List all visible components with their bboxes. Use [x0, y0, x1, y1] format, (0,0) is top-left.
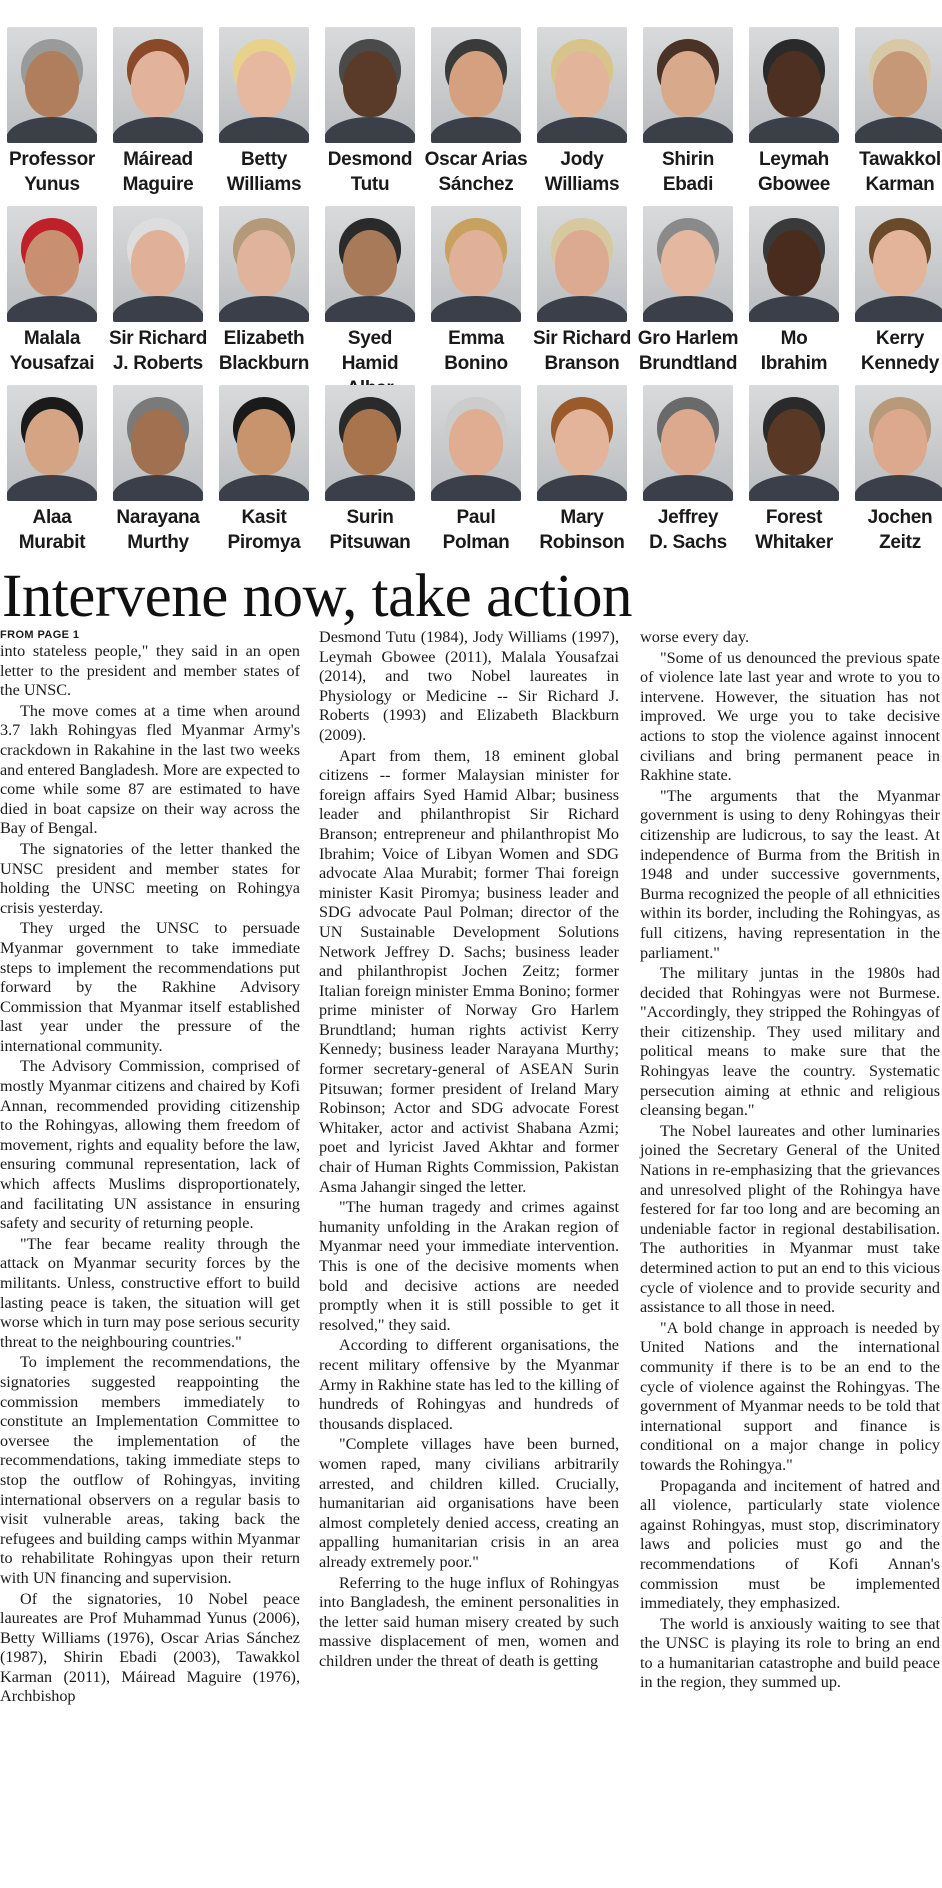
- paragraph: worse every day.: [640, 628, 750, 646]
- portrait-card: [0, 206, 104, 376]
- paragraph: The Nobel laureates and other luminaries joined the Secretary General of the United Nations in re-emphasizing that the grievances and unresolved plight of the Rohingya have festered for far too long and are becoming an undeniable factor in regional destabilisation. The authorities in Myanmar must take determined action to put an end to this vicious cycle of violence and to provide security and assistance to all those in need.: [640, 1121, 940, 1317]
- portrait-face: [873, 409, 927, 475]
- paragraph: Of the signatories, 10 Nobel peace laureates are Prof Muhammad Yunus (2006), Betty Williams (1976), Oscar Arias Sánchez (1987), Shirin Ebadi (2003), Tawakkol Karman (2011), Máiread Maguire (1976), Archbishop: [0, 1589, 300, 1706]
- portrait-name-line: Sánchez: [438, 174, 514, 195]
- portrait-face: [343, 230, 397, 296]
- portrait-card: [424, 206, 528, 376]
- portrait-name-line: Oscar Arias: [424, 149, 528, 170]
- portrait-photo: [537, 27, 627, 143]
- portrait-shoulders: [113, 475, 203, 501]
- portrait-name-line: J. Roberts: [113, 353, 203, 374]
- article-column-2: [319, 628, 619, 1671]
- paragraph: "The human tragedy and crimes against humanity unfolding in the Arakan region of Myanmar need your immediate intervention. This is one of the decisive moments when bold and decisive actions are needed promptly when it is still possible to get it resolved," they said.: [319, 1198, 619, 1334]
- paragraph: The world is anxiously waiting to see that the UNSC is playing its role to bring an end to a humanitarian catastrophe and build peace in the region, they summed up.: [640, 1614, 940, 1692]
- paragraph: "A bold change in approach is needed by United Nations and the international community if there is to be an end to the cycle of violence against the Rohingyas. The government of Myanmar needs to be told that international support and finance is conditional on a major change in policy towards the Rohingya.": [640, 1318, 940, 1474]
- portrait-name: [0, 326, 104, 376]
- portrait-name-line: Murthy: [127, 532, 189, 553]
- portrait-face: [449, 409, 503, 475]
- portrait-name: [424, 147, 528, 197]
- portrait-shoulders: [7, 117, 97, 143]
- portrait-photo: [749, 206, 839, 322]
- paragraph: "Some of us denounced the previous spate of violence late last year and wrote to you to intervene. However, the situation has not improved. We urge you to take decisive actions to stop the violence against innocent civilians and bring permanent peace in Rakhine state.: [640, 648, 940, 785]
- portrait-shoulders: [537, 117, 627, 143]
- portrait-shoulders: [643, 296, 733, 322]
- portrait-card: [742, 27, 846, 197]
- portrait-name-line: Polman: [442, 532, 510, 553]
- portrait-name: [0, 147, 104, 197]
- portrait-face: [767, 51, 821, 117]
- portrait-name: [742, 505, 846, 555]
- portrait-name-line: Piromya: [227, 532, 301, 553]
- portrait-card: [0, 385, 104, 555]
- portrait-name: [848, 147, 942, 197]
- portrait-name-line: Williams: [226, 174, 302, 195]
- paragraph: Desmond Tutu (1984), Jody Williams (1997), Leymah Gbowee (2011), Malala Yousafzai (2014), and two Nobel laureates in Physiology or Medicine -- Sir Richard J. Roberts (1993) and Elizabeth Blackburn (2009).: [319, 628, 619, 744]
- portrait-name-line: Máiread: [123, 149, 193, 170]
- portrait-face: [237, 409, 291, 475]
- portrait-name-line: Gbowee: [757, 174, 831, 195]
- portrait-name: [318, 147, 422, 197]
- portrait-face: [25, 230, 79, 296]
- portrait-shoulders: [431, 117, 521, 143]
- portrait-name: [636, 505, 740, 555]
- portrait-name-line: Kasit: [241, 507, 287, 528]
- portrait-name-line: Alaa: [32, 507, 72, 528]
- portrait-card: [318, 385, 422, 555]
- portrait-name-line: Yousafzai: [9, 353, 95, 374]
- portrait-card: [848, 27, 942, 197]
- portrait-shoulders: [325, 296, 415, 322]
- portrait-photo: [325, 385, 415, 501]
- paragraph: The signatories of the letter thanked the UNSC president and member states for holding the UNSC meeting on Rohingya crisis yesterday.: [0, 839, 300, 917]
- portrait-photo: [325, 206, 415, 322]
- portrait-face: [25, 409, 79, 475]
- portrait-face: [555, 409, 609, 475]
- portrait-photo: [855, 206, 942, 322]
- portrait-name-line: Jochen: [867, 507, 933, 528]
- portrait-card: [636, 206, 740, 376]
- portrait-photo: [431, 385, 521, 501]
- portrait-name: [742, 326, 846, 376]
- portrait-photo: [749, 27, 839, 143]
- portrait-name-line: Desmond: [327, 149, 413, 170]
- from-page-label: FROM PAGE 1: [0, 629, 80, 641]
- portrait-name: [212, 326, 316, 376]
- portrait-photo: [219, 385, 309, 501]
- portrait-face: [873, 230, 927, 296]
- portrait-name: [424, 326, 528, 376]
- portrait-name-line: Mo: [780, 328, 808, 349]
- portrait-shoulders: [431, 475, 521, 501]
- portrait-name: [318, 505, 422, 555]
- paragraph: Propaganda and incitement of hatred and all violence, particularly state violence against Rohingyas, must stop, discriminatory laws and policies must go and the recommendations of Kofi Annan's commission must be implemented immediately, they emphasized.: [640, 1476, 940, 1613]
- portrait-photo: [113, 206, 203, 322]
- portrait-face: [661, 230, 715, 296]
- portrait-face: [873, 51, 927, 117]
- portrait-shoulders: [643, 117, 733, 143]
- portrait-name-line: Leymah: [758, 149, 829, 170]
- portrait-name-line: Ibrahim: [760, 353, 828, 374]
- portrait-face: [237, 51, 291, 117]
- portrait-card: [212, 27, 316, 197]
- portrait-face: [661, 409, 715, 475]
- portrait-shoulders: [855, 296, 942, 322]
- portrait-shoulders: [113, 117, 203, 143]
- portrait-shoulders: [431, 296, 521, 322]
- portrait-card: [530, 206, 634, 376]
- portrait-name-line: Kerry: [875, 328, 925, 349]
- portrait-name-line: Murabit: [18, 532, 86, 553]
- portrait-name-line: Blackburn: [218, 353, 310, 374]
- portrait-face: [661, 51, 715, 117]
- portrait-photo: [325, 27, 415, 143]
- portrait-face: [449, 230, 503, 296]
- portrait-shoulders: [113, 296, 203, 322]
- portrait-shoulders: [7, 475, 97, 501]
- paragraph: into stateless people," they said in an open letter to the president and member states of the UNSC.: [0, 642, 300, 700]
- portrait-face: [131, 409, 185, 475]
- portrait-photo: [749, 385, 839, 501]
- portrait-name-line: Sir Richard: [108, 328, 208, 349]
- portrait-card: [212, 206, 316, 376]
- portrait-name-line: Betty: [240, 149, 287, 170]
- portrait-card: [318, 206, 422, 401]
- portrait-card: [424, 385, 528, 555]
- portrait-name-line: Maguire: [122, 174, 194, 195]
- portrait-name: [636, 326, 740, 376]
- portrait-card: [848, 385, 942, 555]
- portrait-card: [106, 385, 210, 555]
- portrait-name: [212, 147, 316, 197]
- portrait-name: [106, 147, 210, 197]
- portrait-name-line: Professor: [8, 149, 95, 170]
- portrait-name-line: Kennedy: [860, 353, 940, 374]
- paragraph: Apart from them, 18 eminent global citizens -- former Malaysian minister for foreign affairs Syed Hamid Albar; business leader and philanthropist Sir Richard Branson; entrepreneur and philanthropist Mo Ibrahim; Voice of Libyan Women and SDG advocate Alaa Murabit; former Thai foreign minister Kasit Piromya; business leader and SDG advocate Paul Polman; director of the UN Sustainable Development Solutions Network Jeffrey D. Sachs; business leader and philanthropist Jochen Zeitz; former Italian foreign minister Emma Bonino; former prime minister of Norway Gro Harlem Brundtland; human rights activist Kerry Kennedy; business leader Narayana Murthy; former secretary-general of ASEAN Surin Pitsuwan; former president of Ireland Mary Robinson; Actor and SDG advocate Forest Whitaker, actor and activist Shabana Azmi; poet and lyricist Javed Akhtar and former chair of Human Rights Commission, Pakistan Asma Jahangir singed the letter.: [319, 746, 619, 1196]
- portrait-photo: [7, 206, 97, 322]
- portrait-photo: [113, 385, 203, 501]
- portrait-name-line: Sir Richard: [532, 328, 632, 349]
- portrait-card: [424, 27, 528, 197]
- portrait-photo: [643, 385, 733, 501]
- portrait-name-line: Tutu: [350, 174, 390, 195]
- portrait-name: [848, 326, 942, 376]
- portrait-name: [0, 505, 104, 555]
- portrait-name: [530, 147, 634, 197]
- portrait-name-line: Williams: [544, 174, 620, 195]
- article-column-3: [640, 628, 940, 1693]
- portrait-grid: [0, 0, 942, 565]
- portrait-shoulders: [325, 117, 415, 143]
- portrait-face: [449, 51, 503, 117]
- portrait-name-line: Paul: [456, 507, 496, 528]
- paragraph: The move comes at a time when around 3.7 lakh Rohingyas fled Myanmar Army's crackdown in Rakahine in the last two weeks and entered Bangladesh. More are expected to come while some 87 are estimated to have died in boat capsize on their way across the Bay of Bengal.: [0, 701, 300, 838]
- portrait-card: [636, 27, 740, 197]
- portrait-name: [106, 505, 210, 555]
- portrait-face: [767, 230, 821, 296]
- portrait-shoulders: [643, 475, 733, 501]
- portrait-card: [742, 385, 846, 555]
- portrait-name-line: Bonino: [444, 353, 508, 374]
- portrait-face: [237, 230, 291, 296]
- portrait-face: [343, 409, 397, 475]
- portrait-name: [742, 147, 846, 197]
- portrait-name: [530, 505, 634, 555]
- portrait-face: [343, 51, 397, 117]
- portrait-photo: [643, 206, 733, 322]
- portrait-name-line: Syed Hamid: [341, 328, 399, 374]
- portrait-name-line: Zeitz: [879, 532, 921, 553]
- portrait-name-line: Pitsuwan: [329, 532, 411, 553]
- portrait-photo: [113, 27, 203, 143]
- portrait-photo: [431, 27, 521, 143]
- portrait-card: [636, 385, 740, 555]
- paragraph: According to different organisations, the recent military offensive by the Myanmar Army in Rakhine state has led to the killing of hundreds of Rohingyas and hundreds of thousands displaced.: [319, 1336, 619, 1433]
- portrait-face: [555, 230, 609, 296]
- portrait-card: [530, 385, 634, 555]
- portrait-shoulders: [855, 475, 942, 501]
- paragraph: "Complete villages have been burned, women raped, many civilians arbitrarily arrested, and children killed. Crucially, humanitarian aid organisations have been almost completely denied access, creating an appalling humanitarian crisis in an area already extremely poor.": [319, 1435, 619, 1571]
- portrait-name-line: Narayana: [116, 507, 200, 528]
- portrait-shoulders: [855, 117, 942, 143]
- portrait-photo: [537, 206, 627, 322]
- portrait-name-line: Brundtland: [638, 353, 738, 374]
- portrait-name-line: Tawakkol: [859, 149, 941, 170]
- portrait-photo: [7, 385, 97, 501]
- portrait-name: [106, 326, 210, 376]
- portrait-photo: [219, 206, 309, 322]
- paragraph: To implement the recommendations, the signatories suggested reappointing the commission members immediately to constitute an Implementation Committee to oversee the implementation of the recommendations, taking immediate steps to stop the outflow of Rohingyas, inviting international observers on a regular basis to visit vulnerable areas, taking back the refugees and building camps within Myanmar to rehabilitate Rohingyas upon their return with UN financing and supervision.: [0, 1353, 300, 1587]
- portrait-name-line: Karman: [865, 174, 935, 195]
- portrait-card: [106, 206, 210, 376]
- portrait-name-line: Jody: [560, 149, 604, 170]
- portrait-card: [0, 27, 104, 197]
- portrait-shoulders: [537, 296, 627, 322]
- paragraph: Referring to the huge influx of Rohingyas into Bangladesh, the eminent personalities in the letter said human misery created by such massive displacement of men, women and children under the threat of death is getting: [319, 1573, 619, 1670]
- portrait-face: [131, 51, 185, 117]
- portrait-photo: [855, 385, 942, 501]
- portrait-name-line: Elizabeth: [223, 328, 305, 349]
- portrait-photo: [855, 27, 942, 143]
- portrait-shoulders: [7, 296, 97, 322]
- portrait-card: [530, 27, 634, 197]
- portrait-shoulders: [749, 475, 839, 501]
- portrait-name-line: Surin: [346, 507, 394, 528]
- portrait-shoulders: [219, 296, 309, 322]
- portrait-name-line: Robinson: [539, 532, 625, 553]
- portrait-name: [848, 505, 942, 555]
- portrait-name-line: Whitaker: [755, 532, 833, 553]
- portrait-card: [848, 206, 942, 376]
- portrait-photo: [537, 385, 627, 501]
- portrait-shoulders: [749, 296, 839, 322]
- portrait-face: [131, 230, 185, 296]
- paragraph: The Advisory Commission, comprised of mostly Myanmar citizens and chaired by Kofi Annan, recommended providing citizenship to the Rohingyas, allowing them freedom of movement, rights and equality before the law, ensuring communal representation, lack of which affects Muslims disproportionately, and facilitating UN assistance in ensuring safety and security of returning people.: [0, 1057, 300, 1233]
- portrait-photo: [7, 27, 97, 143]
- portrait-face: [767, 409, 821, 475]
- portrait-card: [742, 206, 846, 376]
- paragraph: "The fear became reality through the attack on Myanmar security forces by the militants. Unless, constructive effort to build lasting peace is taken, the situation will get worse which in turn may pose serious security threat to the neighbouring countries.": [0, 1234, 300, 1351]
- portrait-name-line: Jeffrey: [657, 507, 719, 528]
- article-column-1: [0, 628, 300, 1707]
- portrait-name-line: Gro Harlem: [637, 328, 739, 349]
- portrait-shoulders: [537, 475, 627, 501]
- portrait-name-line: Branson: [544, 353, 620, 374]
- portrait-name-line: Ebadi: [662, 174, 714, 195]
- portrait-name-line: Shirin: [661, 149, 715, 170]
- paragraph: "The arguments that the Myanmar government is using to deny Rohingyas their citizenship are ludicrous, to say the least. At independence of Burma from the British in 1948 and under successive governments, Burma recognized the people of all ethnicities within its border, including the Rohingyas, as full citizens, having representation in the parliament.": [640, 786, 940, 962]
- portrait-shoulders: [219, 475, 309, 501]
- portrait-photo: [431, 206, 521, 322]
- portrait-name-line: Mary: [560, 507, 604, 528]
- paragraph: The military juntas in the 1980s had decided that Rohingyas were not Burmese. "Accordingly, they stripped the Rohingyas of their citizenship. They used military and political means to make sure that the Rohingyas leave the country. Systematic persecution aiming at ethnic and religious cleansing began.": [640, 964, 940, 1120]
- portrait-name-line: D. Sachs: [649, 532, 727, 553]
- portrait-shoulders: [325, 475, 415, 501]
- portrait-name: [424, 505, 528, 555]
- portrait-name: [636, 147, 740, 197]
- portrait-face: [555, 51, 609, 117]
- headline: Intervene now, take action: [2, 563, 633, 630]
- portrait-card: [318, 27, 422, 197]
- portrait-card: [212, 385, 316, 555]
- paragraph: They urged the UNSC to persuade Myanmar government to take immediate steps to implement the recommendations put forward by the Rakhine Advisory Commission that Myanmar itself established last year under the pressure of the international community.: [0, 919, 300, 1055]
- portrait-shoulders: [749, 117, 839, 143]
- portrait-name: [212, 505, 316, 555]
- portrait-name-line: Yunus: [24, 174, 80, 195]
- portrait-photo: [643, 27, 733, 143]
- portrait-name: [530, 326, 634, 376]
- portrait-name-line: Emma: [448, 328, 504, 349]
- portrait-face: [25, 51, 79, 117]
- portrait-name-line: Malala: [23, 328, 81, 349]
- portrait-shoulders: [219, 117, 309, 143]
- portrait-card: [106, 27, 210, 197]
- portrait-photo: [219, 27, 309, 143]
- portrait-name-line: Forest: [765, 507, 823, 528]
